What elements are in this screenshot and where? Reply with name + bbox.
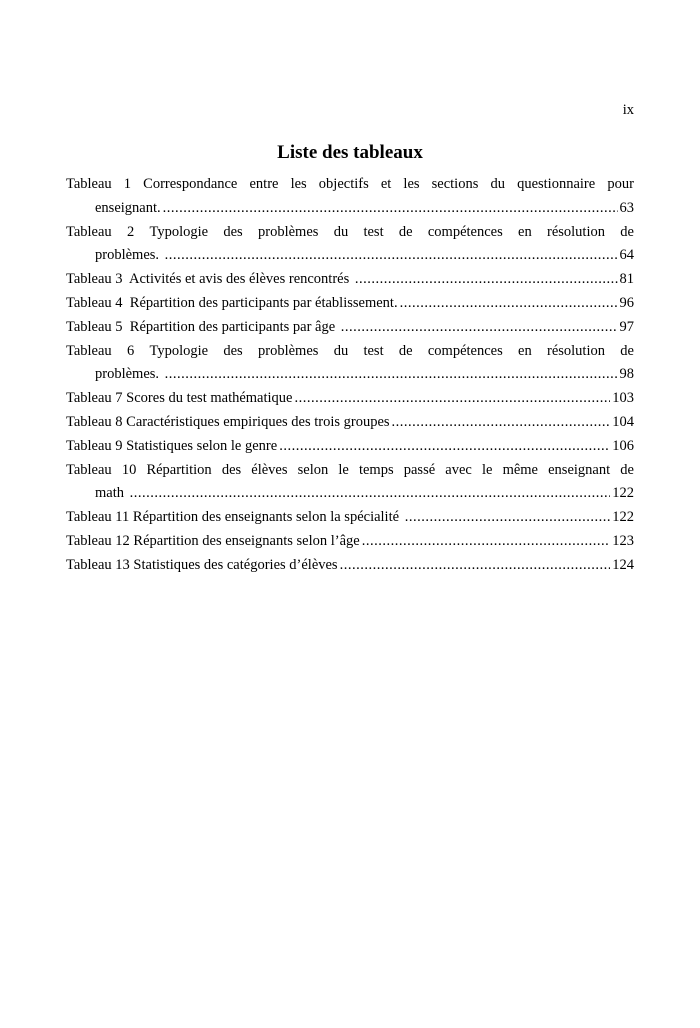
dot-leader <box>130 482 611 506</box>
toc-entry[interactable] <box>66 387 634 411</box>
toc-word: et <box>380 176 392 192</box>
toc-word: en <box>518 342 532 359</box>
toc-entry[interactable] <box>66 316 634 340</box>
toc-page-number: 103 <box>612 390 634 407</box>
toc-page-number: 123 <box>612 532 634 549</box>
toc-page-number: 96 <box>619 294 634 311</box>
toc-word: test <box>363 223 384 240</box>
toc-word: pour <box>607 176 634 192</box>
toc-page-number: 64 <box>619 247 634 264</box>
toc-entry-line <box>66 506 634 530</box>
toc-page-number: 81 <box>619 271 634 288</box>
dot-leader <box>163 197 618 221</box>
dot-leader <box>295 387 611 411</box>
toc-word: des <box>223 223 243 240</box>
toc-entry[interactable] <box>66 268 634 292</box>
toc-word: 10 <box>121 461 137 478</box>
toc-entry[interactable] <box>66 435 634 459</box>
dot-leader <box>165 363 618 387</box>
toc-entry-line <box>66 268 634 292</box>
toc-entry[interactable] <box>66 411 634 435</box>
toc-word: le <box>338 461 349 478</box>
toc-entry-text: problèmes. <box>95 247 163 264</box>
toc-entry[interactable] <box>66 554 634 578</box>
toc-word: de <box>398 223 413 240</box>
toc-entry-text: Tableau 13 Statistiques des catégories d’élèves <box>66 556 338 573</box>
toc-page-number: 104 <box>612 413 634 430</box>
toc-entry-line <box>66 530 634 554</box>
toc-word: temps <box>358 461 394 478</box>
toc-word: de <box>398 342 413 359</box>
table-list <box>66 173 634 578</box>
toc-word: selon <box>297 461 329 478</box>
dot-leader <box>165 244 618 268</box>
toc-word: du <box>333 342 349 359</box>
toc-word: du <box>490 176 505 192</box>
toc-entry-text: Tableau 8 Caractéristiques empiriques des trois groupes <box>66 413 390 430</box>
toc-word: les <box>403 176 420 192</box>
toc-word: du <box>333 223 349 240</box>
toc-entry-text: Tableau 12 Répartition des enseignants selon l’âge <box>66 532 360 549</box>
toc-word: 2 <box>126 223 135 240</box>
toc-word: compétences <box>427 223 503 240</box>
toc-page-number: 124 <box>612 556 634 573</box>
dot-leader <box>400 292 618 316</box>
toc-word: problèmes <box>258 223 319 240</box>
toc-page-number: 122 <box>612 509 634 526</box>
toc-word: avec <box>445 461 472 478</box>
toc-word: questionnaire <box>517 176 596 192</box>
toc-word: des <box>221 461 242 478</box>
toc-entry[interactable] <box>66 340 634 388</box>
toc-entry-text: Tableau 11 Répartition des enseignants selon la spécialité <box>66 509 403 526</box>
dot-leader <box>392 411 611 435</box>
toc-word: élèves <box>251 461 288 478</box>
dot-leader <box>341 316 618 340</box>
page-number: ix <box>622 102 634 118</box>
toc-entry-line <box>66 411 634 435</box>
toc-page-number: 97 <box>619 318 634 335</box>
toc-word: Typologie <box>149 342 209 359</box>
toc-word: sections <box>431 176 479 192</box>
toc-word: les <box>290 176 307 192</box>
toc-entry-line <box>66 363 634 387</box>
toc-word: test <box>363 342 384 359</box>
toc-word: problèmes <box>258 342 319 359</box>
toc-word: de <box>620 223 634 240</box>
toc-entry[interactable] <box>66 506 634 530</box>
toc-entry-first-line <box>66 221 634 245</box>
dot-leader <box>355 268 618 292</box>
toc-word: Tableau <box>66 176 112 192</box>
toc-entry-line <box>66 316 634 340</box>
dot-leader <box>340 554 611 578</box>
toc-word: en <box>518 223 532 240</box>
page-title: Liste des tableaux <box>277 142 423 163</box>
toc-word: résolution <box>547 223 605 240</box>
toc-word: Tableau <box>66 223 112 240</box>
toc-word: Tableau <box>66 342 112 359</box>
toc-word: 6 <box>126 342 135 359</box>
toc-entry[interactable] <box>66 292 634 316</box>
toc-word: 1 <box>123 176 132 192</box>
toc-word: Tableau <box>66 461 112 478</box>
toc-entry-line <box>66 292 634 316</box>
toc-entry[interactable] <box>66 173 634 221</box>
toc-entry-first-line <box>66 340 634 364</box>
dot-leader <box>405 506 611 530</box>
dot-leader <box>362 530 611 554</box>
toc-word: objectifs <box>318 176 369 192</box>
toc-entry-text: Tableau 5 Répartition des participants par âge <box>66 318 339 335</box>
toc-entry-text: Tableau 7 Scores du test mathématique <box>66 390 293 407</box>
toc-page-number: 122 <box>612 485 634 502</box>
toc-word: Répartition <box>146 461 212 478</box>
toc-word: même <box>502 461 538 478</box>
toc-word: résolution <box>547 342 605 359</box>
toc-page-number: 63 <box>619 199 634 216</box>
toc-word: le <box>481 461 493 478</box>
toc-entry-text: problèmes. <box>95 366 163 383</box>
toc-entry-line <box>66 482 634 506</box>
toc-entry-line <box>66 244 634 268</box>
toc-word: entre <box>249 176 279 192</box>
toc-entry-line <box>66 435 634 459</box>
toc-entry-first-line <box>66 173 634 197</box>
toc-entry-line <box>66 197 634 221</box>
toc-entry[interactable] <box>66 459 634 507</box>
toc-entry-text: Tableau 4 Répartition des participants par établissement. <box>66 294 398 311</box>
toc-entry-text: Tableau 9 Statistiques selon le genre <box>66 437 278 454</box>
toc-word: des <box>223 342 243 359</box>
toc-word: enseignant <box>548 461 611 478</box>
toc-entry-line <box>66 387 634 411</box>
toc-entry-text: math <box>95 485 128 502</box>
toc-entry-line <box>66 554 634 578</box>
toc-page-number: 98 <box>619 366 634 383</box>
toc-entry-first-line <box>66 459 634 483</box>
dot-leader <box>279 435 610 459</box>
toc-page-number: 106 <box>612 437 634 454</box>
toc-word: compétences <box>427 342 503 359</box>
toc-entry-text: enseignant. <box>95 199 161 216</box>
toc-word: de <box>620 461 634 478</box>
toc-word: Typologie <box>149 223 209 240</box>
toc-word: de <box>620 342 634 359</box>
toc-entry-text: Tableau 3 Activités et avis des élèves rencontrés <box>66 271 353 288</box>
toc-entry[interactable] <box>66 530 634 554</box>
toc-entry[interactable] <box>66 221 634 269</box>
toc-word: Correspondance <box>143 176 238 192</box>
toc-word: passé <box>403 461 436 478</box>
